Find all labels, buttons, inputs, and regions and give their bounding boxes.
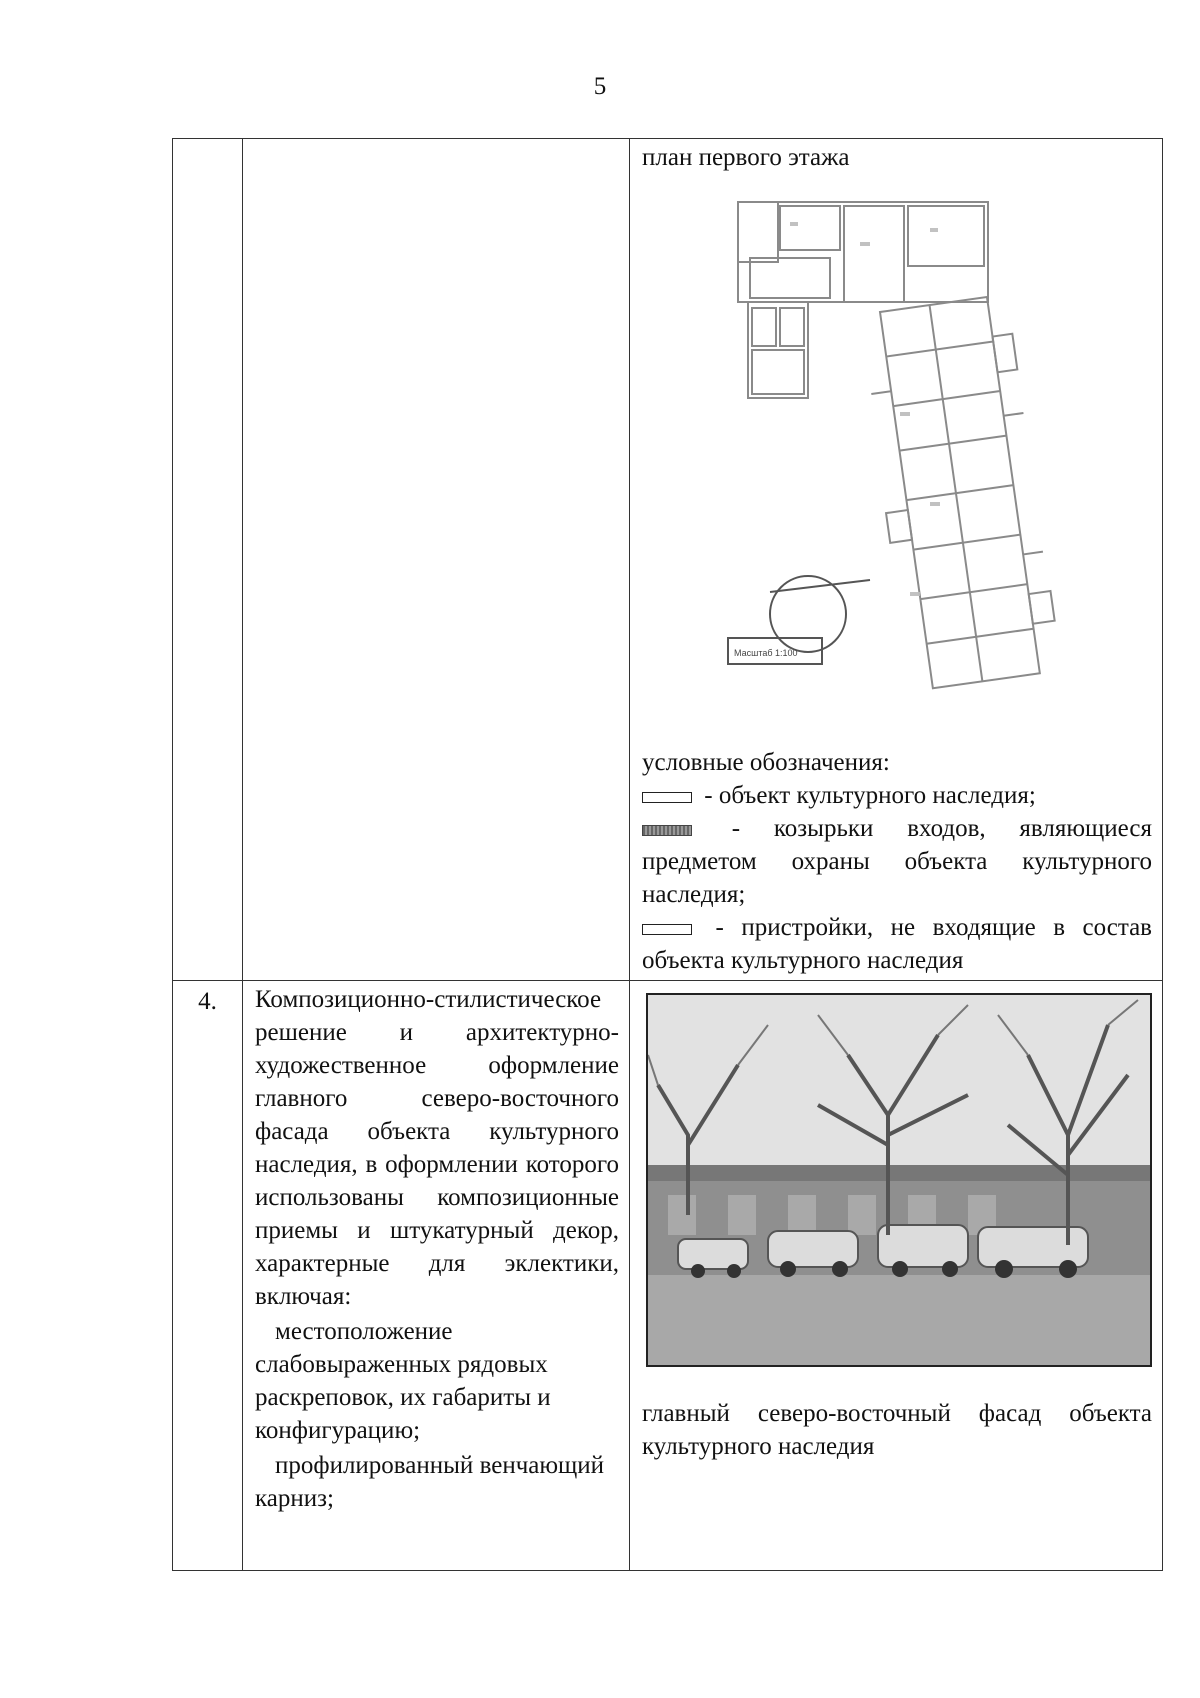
plan-diagonal-wing bbox=[858, 294, 1061, 691]
plan-room bbox=[780, 206, 840, 250]
legend-swatch-white bbox=[642, 792, 692, 803]
description-main: Композиционно-стилистическое решение и архитектурно-художественное оформление главного северо-восточного фасада объекта культурного наследия, в оформлении которого использованы композиционные приемы и штукатурный декор, характерные для эклектики, включая: bbox=[255, 986, 619, 1310]
description-item: местоположение слабовыраженных рядовых раскреповок, их габариты и конфигурацию; bbox=[255, 1318, 551, 1444]
legend-item-text: - козырьки входов, являющиеся предметом охраны объекта культурного наследия; bbox=[642, 815, 1152, 908]
legend-item bbox=[642, 812, 1152, 911]
illustration-cell bbox=[630, 981, 1163, 1571]
photo-caption: главный северо-восточный фасад объекта культурного наследия bbox=[642, 1400, 1152, 1460]
description-cell-empty bbox=[243, 139, 630, 981]
description-cell bbox=[243, 981, 630, 1571]
floor-plan-figure bbox=[630, 182, 1162, 746]
facade-photo-image bbox=[648, 995, 1150, 1365]
plan-room bbox=[752, 350, 804, 394]
legend-item-text: - объект культурного наследия; bbox=[698, 782, 1036, 809]
protection-table bbox=[172, 138, 1163, 1571]
legend-swatch-white bbox=[642, 924, 692, 935]
plan-room bbox=[908, 206, 984, 266]
illustration-cell bbox=[630, 139, 1163, 981]
plan-room bbox=[738, 202, 778, 262]
page-number: 5 bbox=[593, 73, 607, 100]
description-item: профилированный венчающий карниз; bbox=[255, 1452, 605, 1512]
row-number-cell-empty bbox=[173, 139, 243, 981]
table-row bbox=[173, 139, 1163, 981]
plan-title: план первого этажа bbox=[642, 144, 850, 171]
facade-photo bbox=[646, 993, 1152, 1367]
legend-heading: условные обозначения: bbox=[642, 749, 890, 776]
plan-scale-text: Масштаб 1:100 bbox=[734, 648, 798, 658]
floor-plan-drawing bbox=[630, 182, 1163, 746]
plan-room bbox=[780, 308, 804, 346]
legend-item bbox=[642, 779, 1152, 812]
legend-item bbox=[642, 911, 1152, 977]
table-row bbox=[173, 981, 1163, 1571]
plan-room bbox=[750, 258, 830, 298]
row-number: 4. bbox=[173, 981, 243, 1571]
plan-room bbox=[752, 308, 776, 346]
plan-room bbox=[844, 206, 904, 302]
legend-swatch-gray bbox=[642, 825, 692, 836]
plan-stamp-line bbox=[770, 580, 870, 592]
plan-legend bbox=[630, 746, 1162, 979]
legend-item-text: - пристройки, не входящие в состав объекта культурного наследия bbox=[642, 914, 1152, 974]
plan-upper-wing bbox=[738, 202, 988, 302]
